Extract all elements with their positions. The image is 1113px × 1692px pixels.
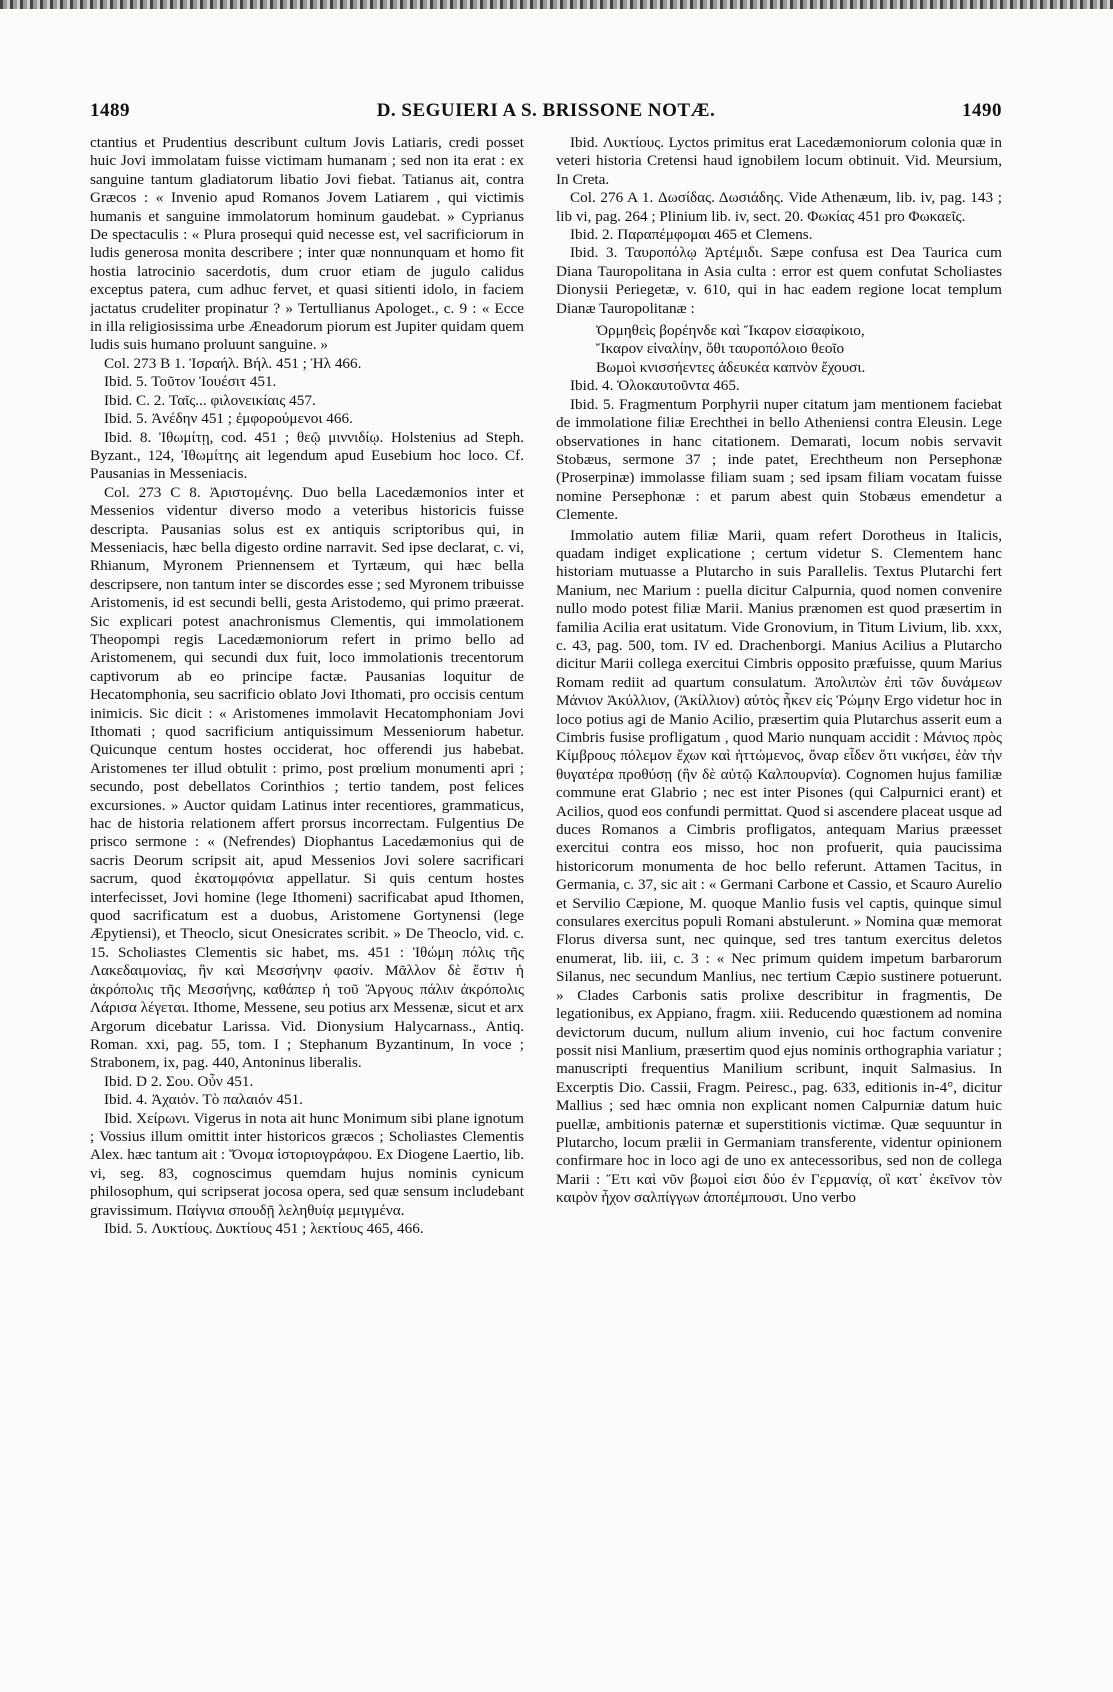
note-entry: Ibid. 8. Ἰθωμίτῃ, cod. 451 ; θεῷ μιννιδίῳ. Holstenius ad Steph. Byzant., 124, Ἰθωμίτης ait legendum apud Eusebium hoc loco. Cf. Pausanias in Messeniacis. xyxy=(90,428,524,483)
verse-line: Ὀρμηθεὶς βορέηνδε καὶ Ἴκαρον εἰσαφίκοιο, xyxy=(596,322,865,340)
running-title: D. SEGUIERI A S. BRISSONE NOTÆ. xyxy=(376,100,716,121)
left-column xyxy=(90,134,524,1639)
paragraph: ctantius et Prudentius describunt cultum Jovis Latiaris, credi posset huic Jovi immolatam fuisse victimam humanam ; sed non ita erat : ex sanguine tantum gladiatorum libatio Jovi fiebat. Tatianus ait, contra Græcos : « Invenio apud Romanos Jovem Latiarem , qui victimis humanis et sanguine immolatorum hominum gaudebat. » Cyprianus De spectaculis : « Plura prosequi quid necesse est, vel sacrificiorum in ludis generosa monita describere ; inter quæ nonnunquam et homo fit hostia latrocinio sacerdotis, dum cruor etiam de jugulo calidus exceptus patera, cum adhuc fervet, et quasi sitienti idolo, in faciem jactatus crudeliter propinatur ? » Tertullianus Apologet., c. 9 : « Ecce in illa religiosissima urbe Æneadorum piorum est Jupiter quidam quem ludis suis humano proluunt sanguine. » xyxy=(90,134,524,354)
note-entry: Ibid. 3. Ταυροπόλῳ Ἀρτέμιδι. Sæpe confusa est Dea Taurica cum Diana Tauropolitana in Asia culta : error est quem confutat Scholiastes Dionysii Periegetæ, v. 610, qui in hac eadem regione locat templum Dianæ Tauropolitanæ : xyxy=(556,244,1002,317)
note-entry: Col. 276 A 1. Δωσίδας. Δωσιάδης. Vide Athenæum, lib. iv, pag. 143 ; lib vi, pag. 264 ; Plinium lib. iv, sect. 20. Φωκίας 451 pro Φωκαεῖς. xyxy=(556,189,1002,225)
note-entry: Ibid. 4. Ὁλοκαυτοῦντα 465. xyxy=(570,377,740,395)
note-entry: Ibid. C. 2. Ταῖς... φιλονεικίαις 457. xyxy=(104,391,316,409)
note-entry: Ibid. 4. Ἀχαιόν. Τὸ παλαιόν 451. xyxy=(104,1091,303,1109)
note-entry: Col. 273 B 1. Ἰσραήλ. Βήλ. 451 ; Ἠλ 466. xyxy=(104,354,362,372)
note-entry: Ibid. Λυκτίους. Lyctos primitus erat Lacedæmoniorum colonia quæ in veteri historia Cretensi haud ignobilem locum obtinuit. Vid. Meursium, In Creta. xyxy=(556,134,1002,188)
note-entry: Col. 273 C 8. Ἀριστομένης. Duo bella Lacedæmonios inter et Messenios videntur diverso modo a veteribus historicis fuisse descripta. Pausanias solus est ex antiquis scriptoribus qui, in Messeniacis, hæc bella digesto ordine narravit. Sed ipse declarat, c. vi, Rhianum, Myronem Priennensem et Tyrtæum, qui hæc bella descripsere, non tantum inter se discordes esse ; sed Myronem tribuisse Aristomenis, id est secundi belli, gesta Aristodemo, qui primo præerat. Sic explicari potest anachronismus Clementis, qui immolationem Theopompi regis Lacedæmoniorum refert in primo bello ad Aristomenem, qui secundi dux fuit, loco immolationis trecentorum captivorum ab eo principe factæ. Pausanias loquitur de Hecatomphonia, seu sacrificio oblato Jovi Ithomati, pro occisis centum inimicis. Sic dicit : « Aristomenes immolavit Hecatomphoniam Jovi Ithomati ; quod sacrificium antiquissimum Messeniorum habetur. Quicunque centum hostes occiderat, hoc offerendi jus habebat. Aristomenes ter illud obtulit : primo, post prœlium monumenti apri ; secundo, post debellatos Corinthios ; tertio tandem, post felices excursiones. » Auctor quidam Latinus inter recentiores, grammaticus, hac de historia relationem affert prorsus incorrectam. Fulgentius De prisco sermone : « (Nefrendes) Diophantus Lacedæmonius qui de sacris Deorum scripsit ait, apud Messenios Jovi solere sacrificari sacrum, quod ἑκατομφόνια appellatur. Si quis centum hostes interfecisset, Jovi homine (lege Ithomeni) sacrificabat apud Ithomen, quod sacrificatum est a duobus, Aristomene Gortynensi (lege Æpytiensi), et Theoclo, sicut Onesicrates scribit. » De Theoclo, vid. c. 15. Scholiastes Clementis sic habet, ms. 451 : Ἰθώμη πόλις τῆς Λακεδαιμονίας, ἣν καὶ Μεσσήνην φασίν. Μᾶλλον δὲ ἔστιν ἡ ἀκρόπολις τῆς Μεσσήνης, καθάπερ ἡ τοῦ Ἄργους πάλιν ἀκρόπολις Λάρισα λέγεται. Ithome, Messene, seu potius arx Messenæ, sicut et arx Argorum dicebatur Larissa. Vid. Dionysium Halycarnass., Antiq. Roman. xxi, pag. 55, tom. I ; Stephanum Byzantinum, In voce ; Strabonem, ix, pag. 440, Antoninus liberalis. xyxy=(90,483,524,1072)
note-entry: Ibid. 2. Παραπέμφομαι 465 et Clemens. xyxy=(570,226,813,244)
running-header xyxy=(90,100,1002,124)
note-entry: Ibid. 5. Τοῦτον Ἰουέσιτ 451. xyxy=(104,373,277,391)
page-number-left: 1489 xyxy=(90,100,130,121)
note-entry: Ibid. 5. Fragmentum Porphyrii nuper citatum jam mentionem faciebat de immolatione filiæ Erechthei in bello Atheniensi contra Eleusin. Lege observationes in hanc citationem. Demarati, locum nobis servavit Stobæus, sermone 37 ; inde patet, Erechtheum non Persephonæ (Proserpinæ) immolasse filiam suam ; sed ipsam filiam vocatam fuisse nomine Persephonæ : et parum abest quin Stobæus emendetur a Clemente. xyxy=(556,395,1002,524)
note-entry: Ibid. Χείρωνι. Vigerus in nota ait hunc Monimum sibi plane ignotum ; Vossius illum omittit inter historicos græcos ; Scholiastes Clementis Alex. hæc tantum ait : Ὄνομα ἱστοριογράφου. Ex Diogene Laertio, lib. vi, seg. 83, cognoscimus quemdam hujus nominis cynicum philosophum, qui scripserat jocosa opera, sed quæ sensum includebant gravissimum. Παίγνια σπουδῇ λεληθυίᾳ μεμιγμένα. xyxy=(90,1109,524,1219)
note-entry: Ibid. D 2. Σου. Οὖν 451. xyxy=(104,1072,254,1090)
note-entry: Ibid. 5. Λυκτίους. Δυκτίους 451 ; λεκτίους 465, 466. xyxy=(104,1219,424,1237)
page-number-right: 1490 xyxy=(962,100,1002,121)
verse-line: Ἴκαρον εἰναλίην, ὅθι ταυροπόλοιο θεοῖο xyxy=(596,340,845,358)
note-entry: Ibid. 5. Ἀνέδην 451 ; ἐμφορούμενοι 466. xyxy=(104,410,353,428)
verse-line: Βωμοὶ κνισσήεντες ἀδευκέα καπνὸν ἔχουσι. xyxy=(596,358,866,376)
paragraph: Immolatio autem filiæ Marii, quam refert Dorotheus in Italicis, quadam indiget explicatione ; certum videtur S. Clementem hanc historiam mutuasse a Plutarcho in suis Parallelis. Textus Plutarchi fert Manium, nec Marium : puella dicitur Calpurnia, quod nomen convenire nullo modo potest filiæ Marii. Manius prænomen est quod præsertim in familia Acilia erat usitatum. Vide Gronovium, in Titum Livium, lib. xxx, c. 43, pag. 500, tom. IV ed. Drachenborgi. Manius Acilius a Plutarcho dicitur Marii collega exercitui Cimbris opposito præfuisse, quum Marius Romam rediit ad quartum consulatum. Ἀπολιπὼν ἐπὶ τῶν δυνάμεων Μάνιον Ἀκύλλιον, (Ἀκίλλιον) αὐτὸς ἧκεν εἰς Ῥώμην Ergo videtur hoc in loco potius agi de Manio Acilio, præsertim quia Plutarchus asserit eum a Cimbris fusise profligatum , quod Mario nunquam accidit : Μάνιος πρὸς Κίμβρους πόλεμον ἔχων καὶ ἡττώμενος, ὄναρ εἶδεν ὅτι νικήσει, ἐὰν τὴν θυγατέρα προθύσῃ (ἣν δὲ αὐτῷ Καλπουρνία). Cognomen hujus familiæ commune erat Glabrio ; nec est inter Pisones (qui Calpurnici erant) et Acilios, quod eos confundi permittat. Quod si ascendere placeat usque ad duces Romanos a Cimbris profligatos, antequam Marius præesset exercitui contra eos misso, hoc non profuerit, quia paucissima historicorum monumenta de hoc bello referunt. Attamen Tacitus, in Germania, c. 37, sic ait : « Germani Carbone et Cassio, et Scauro Aurelio et Servilio Cæpione, M. quoque Manlio fusis vel captis, quinque simul consulares exercitus populi Romani abstulerunt. » Nomina quæ memorat Florus diversa sunt, nec quinque, sed tres tantum exercitus deletos enumerat, lib. iii, c. 3 : « Nec primum quidem impetum barbarorum Silanus, nec secundum Manlius, nec tertium Cæpio sustinere potuerunt. » Clades Carbonis satis prolixe describitur in fragmentis, De legationibus, ex Appiano, fragm. xiii. Reducendo quæstionem ad nomina devictorum ducum, nullum alium invenio, cui hoc factum convenire possit nisi Manlium, præsertim quod ejus nominis orthographia variatur ; manuscripti frequentius Manilium scribunt, inquit Salmasius. In Excerptis Dio. Cassii, Fragm. Peiresc., pag. 633, editionis in-4°, dicitur Mallius ; sed hæc omnia non explicant nomen Calpurniæ datum huic puellæ, ambitionis paternæ et superstitionis victimæ. Quæ sequuntur in Plutarcho, locum prælii in Germaniam transferente, videntur opinionem confirmare hoc in loco agi de uno ex antecessoribus, sed non de collega Marii : Ἔτι καὶ νῦν βωμοὶ εἰσι δύο ἐν Γερμανίᾳ, οἳ κατ᾽ ἐκεῖνον τὸν καιρὸν ἦχον σαλπίγγων ἀποπέμπουσι. Uno verbo xyxy=(556,526,1002,1207)
right-column xyxy=(556,134,1002,1639)
scan-top-edge xyxy=(0,0,1113,9)
